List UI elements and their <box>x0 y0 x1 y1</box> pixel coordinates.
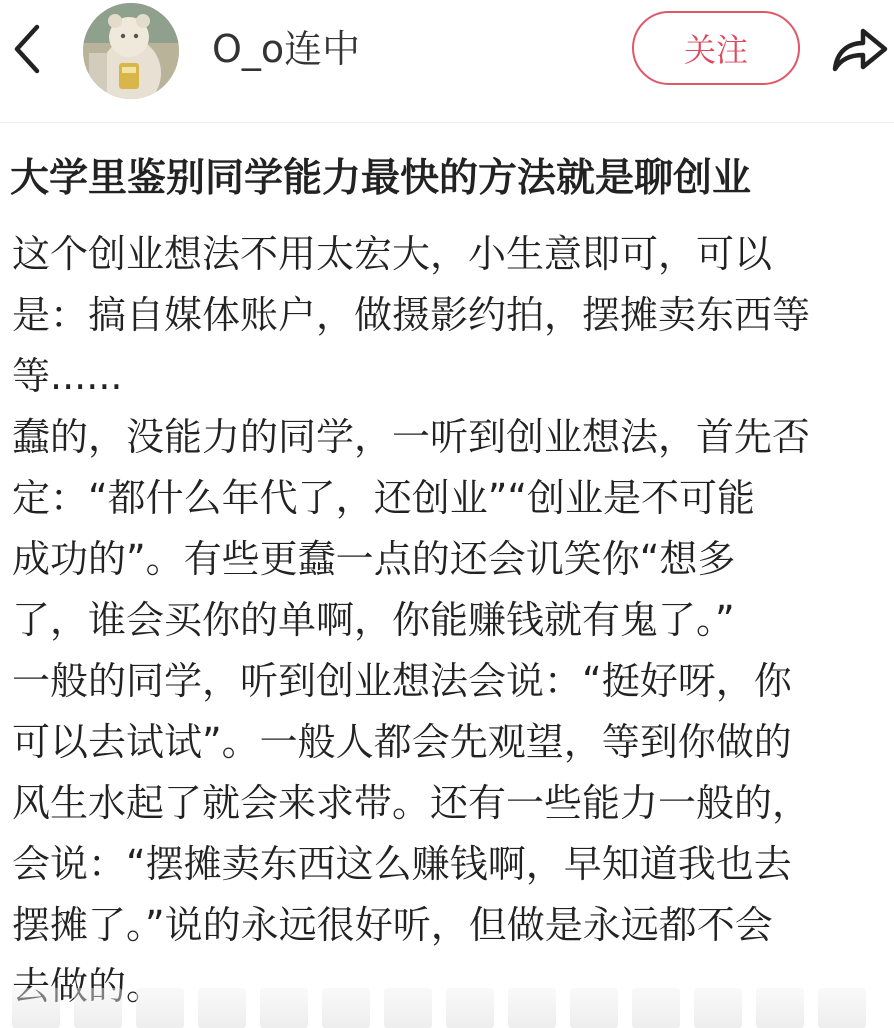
username[interactable]: O_o连中 <box>212 27 361 71</box>
cropped-next-line <box>12 988 882 1028</box>
body-line: 可以去试试”。一般人都会先观望，等到你做的 <box>12 720 792 764</box>
body-line: 了，谁会买你的单啊，你能赚钱就有鬼了。” <box>12 598 735 642</box>
body-line: 是：搞自媒体账户，做摄影约拍，摆摊卖东西等 <box>12 293 811 337</box>
note-body <box>12 224 884 1017</box>
body-line: 一般的同学，听到创业想法会说：“挺好呀，你 <box>12 659 792 703</box>
follow-button[interactable]: 关注 <box>632 11 800 85</box>
body-line: 等...... <box>12 354 123 398</box>
body-line: 这个创业想法不用太宏大，小生意即可，可以 <box>12 232 773 276</box>
body-line: 成功的”。有些更蠢一点的还会讥笑你“想多 <box>12 537 736 581</box>
share-arrow-icon <box>829 21 889 77</box>
body-line: 风生水起了就会来求带。还有一些能力一般的， <box>12 781 811 825</box>
back-button[interactable] <box>4 20 48 78</box>
note-title: 大学里鉴别同学能力最快的方法就是聊创业 <box>10 156 752 201</box>
body-line: 会说：“摆摊卖东西这么赚钱啊，早知道我也去 <box>12 842 792 886</box>
top-navigation-bar <box>0 0 894 123</box>
avatar-image <box>83 3 179 99</box>
share-button[interactable] <box>826 16 892 82</box>
avatar[interactable] <box>83 3 179 99</box>
body-line: 去做的。 <box>12 964 165 1008</box>
chevron-left-icon <box>9 21 43 77</box>
body-line: 定：“都什么年代了，还创业”“创业是不可能 <box>12 476 756 520</box>
body-line: 蠢的，没能力的同学，一听到创业想法，首先否 <box>12 415 811 459</box>
body-line: 摆摊了。”说的永远很好听，但做是永远都不会 <box>12 903 773 947</box>
